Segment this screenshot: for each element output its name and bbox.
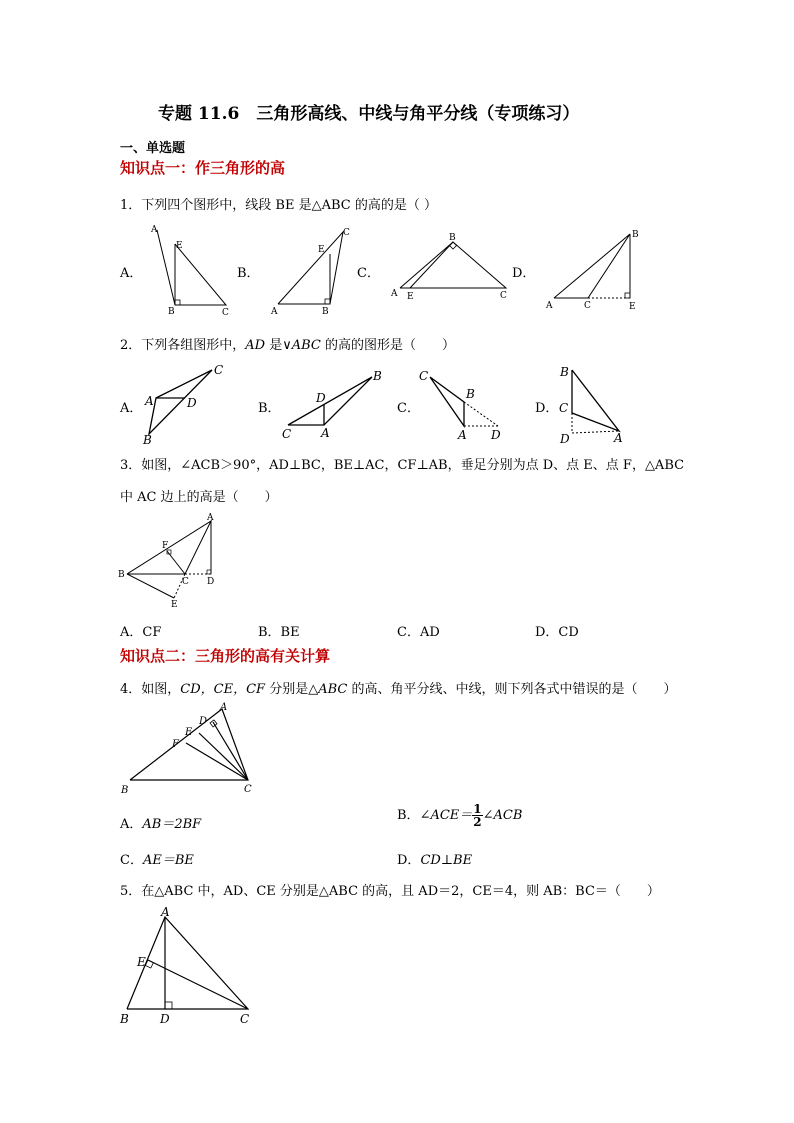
label-a: A: [207, 513, 214, 523]
label-a: A: [546, 301, 553, 311]
q3-option-b: B．BE: [258, 625, 300, 640]
label-c: C: [584, 301, 591, 311]
question-3-stem-line2: 中 AC 边上的高是（ ）: [120, 490, 278, 505]
q3-figure: [116, 512, 226, 612]
q4-option-c-text: AE＝BE: [142, 853, 194, 868]
q4-stem-pre: 4．如图，: [120, 682, 181, 697]
label-c: C: [559, 401, 569, 415]
label-e: E: [407, 292, 414, 302]
knowledge-point-1: 知识点一：作三角形的高: [120, 159, 286, 177]
label-f: F: [172, 739, 179, 750]
label-c: C: [500, 291, 507, 301]
q4-option-c: [120, 849, 194, 868]
q2-option-a: A．: [120, 401, 143, 416]
label-c: C: [222, 308, 229, 318]
label-d: D: [199, 716, 208, 727]
label-b: B: [143, 433, 152, 447]
label-d: D: [160, 1012, 170, 1026]
q2-stem-mid: 是: [265, 338, 283, 353]
q4-option-d-text: CD⊥BE: [420, 853, 473, 868]
q4-stem-mid: 分别是△: [265, 682, 319, 697]
label-a: A: [161, 905, 170, 919]
q2-option-d: D．: [535, 401, 559, 416]
q4-option-b-fraction: [472, 803, 482, 828]
label-b: B: [632, 230, 639, 240]
label-c: C: [240, 1012, 250, 1026]
q2-figure-a: [140, 362, 230, 447]
label-a: A: [614, 431, 623, 445]
q2-option-c: C．: [397, 401, 420, 416]
q2-stem-pre: 2．下列各组图形中，: [120, 338, 246, 353]
label-e: E: [629, 302, 636, 312]
fraction-numerator: 1: [473, 802, 482, 816]
q4-stem-abc: ABC: [318, 682, 348, 697]
label-b: B: [322, 307, 329, 317]
label-d: D: [491, 428, 501, 442]
q4-option-a-text: AB＝2BF: [142, 817, 202, 832]
q4-stem-post: 的高、角平分线、中线，则下列各式中错误的是（ ）: [347, 682, 677, 697]
question-3-stem-line1: 3．如图，∠ACB＞90°，AD⊥BC，BE⊥AC，CF⊥AB，垂足分别为点 D、点 E、点 F，△ABC: [120, 458, 685, 473]
label-b: B: [168, 307, 175, 317]
label-a: A: [271, 307, 278, 317]
knowledge-point-2: 知识点二：三角形的高有关计算: [120, 647, 331, 665]
label-d: D: [187, 396, 197, 410]
q4-option-b-post: ∠ACB: [482, 808, 523, 823]
fraction-denominator: 2: [473, 815, 482, 829]
q2-option-b: B．: [258, 401, 281, 416]
label-d: D: [207, 577, 215, 587]
label-c: C: [182, 577, 189, 587]
label-d: D: [316, 391, 326, 405]
q4-figure: [118, 702, 258, 797]
q2-figure-c: [415, 364, 510, 446]
label-a: A: [220, 702, 228, 713]
q4-option-b-label: B．: [397, 808, 420, 823]
label-e: E: [176, 241, 183, 251]
label-e: E: [318, 245, 325, 255]
section-heading: 一、单选题: [120, 141, 186, 156]
label-c: C: [244, 784, 252, 795]
q4-option-a-label: A．: [120, 817, 143, 832]
page-title: 专题 11.6 三角形高线、中线与角平分线（专项练习）: [158, 104, 580, 124]
label-b: B: [121, 785, 129, 796]
q1-figure-b: [268, 222, 353, 317]
label-a: A: [145, 394, 154, 408]
question-4-stem: [120, 678, 676, 697]
q1-figure-a: [148, 222, 233, 317]
label-a: A: [151, 225, 158, 235]
q4-option-c-label: C．: [120, 853, 143, 868]
question-2-stem: [120, 334, 455, 353]
q5-figure: [115, 905, 265, 1030]
q1-option-b: B．: [237, 266, 260, 281]
question-1-stem: 1．下列四个图形中，线段 BE 是△ABC 的高的是（ ）: [120, 198, 437, 213]
label-c: C: [419, 369, 429, 383]
q4-option-d-label: D．: [397, 853, 421, 868]
q1-option-c: C．: [357, 266, 380, 281]
label-a: A: [321, 426, 330, 440]
q1-figure-d: [544, 226, 644, 316]
label-c: C: [282, 427, 292, 441]
q2-figure-d: [552, 362, 637, 447]
label-c: C: [214, 363, 224, 377]
question-5-stem: 5．在△ABC 中，AD、CE 分别是△ABC 的高，且 AD＝2，CE＝4，则 AB：BC＝（ ）: [120, 884, 660, 899]
q2-stem-abc: ∨ABC: [282, 338, 321, 353]
label-b: B: [560, 365, 569, 379]
label-a: A: [458, 428, 467, 442]
label-b: B: [373, 369, 382, 383]
label-e: E: [185, 727, 193, 738]
label-e: E: [137, 955, 146, 969]
label-b: B: [466, 387, 475, 401]
label-f: F: [162, 541, 169, 551]
q2-stem-ad: AD: [245, 338, 266, 353]
label-c: C: [343, 228, 350, 238]
q4-option-d: [397, 849, 472, 868]
q4-option-b: [397, 803, 522, 828]
q2-figure-b: [280, 364, 390, 444]
label-e: E: [171, 600, 178, 610]
q3-option-d: D．CD: [535, 625, 579, 640]
q4-option-a: [120, 813, 201, 832]
q1-option-d: D．: [512, 266, 536, 281]
q3-option-c: C．AD: [397, 625, 440, 640]
q3-option-a: A．CF: [120, 625, 162, 640]
label-b: B: [118, 570, 125, 580]
q1-figure-c: [388, 230, 513, 305]
label-d: D: [560, 432, 570, 446]
label-a: A: [391, 289, 398, 299]
q4-stem-vars: CD，CE，CF: [180, 682, 266, 697]
label-b: B: [449, 233, 456, 243]
q1-option-a: A．: [120, 266, 143, 281]
label-b: B: [120, 1012, 129, 1026]
q2-stem-post: 的高的图形是（ ）: [320, 338, 456, 353]
q4-option-b-pre: ∠ACE＝: [419, 808, 473, 823]
